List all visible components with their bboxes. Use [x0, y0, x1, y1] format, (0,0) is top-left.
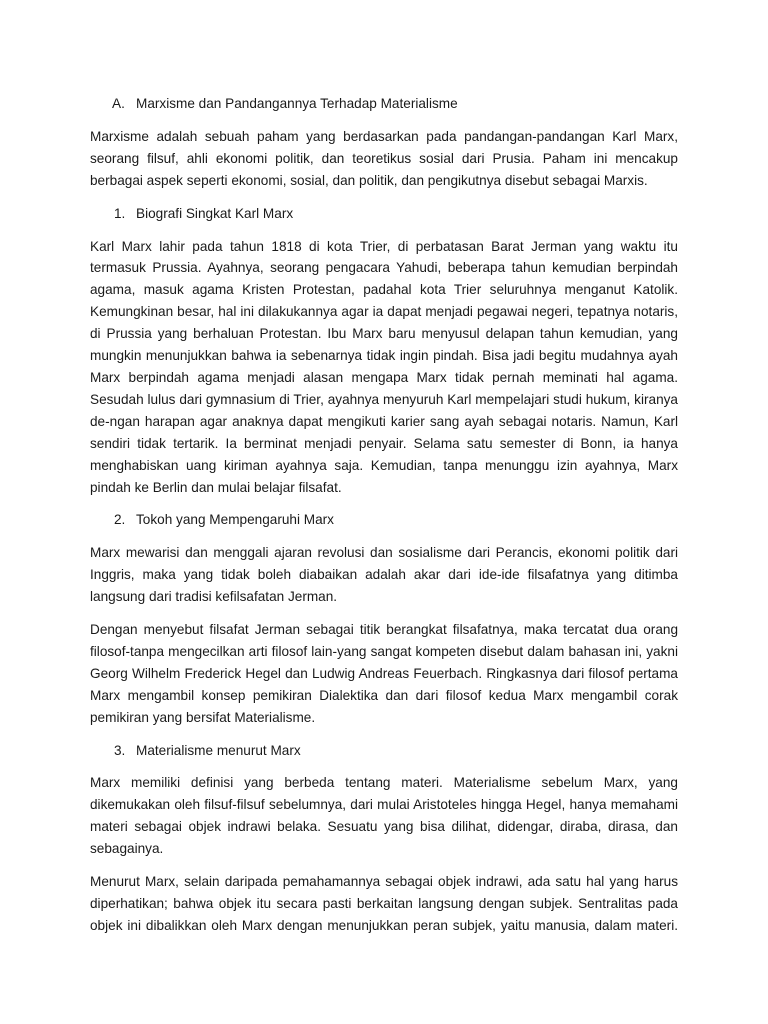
subsection-title: Tokoh yang Mempengaruhi Marx — [136, 512, 334, 528]
section-marker: A. — [112, 96, 125, 111]
paragraph: Marx memiliki definisi yang berbeda tentang materi. Materialisme sebelum Marx, yang dikemukakan oleh filsuf-filsuf sebelumnya, dari mulai Aristoteles hingga Hegel, hanya memahami materi sebagai objek indrawi belaka. Sesuatu yang bisa dilihat, didengar, diraba, dirasa, dan sebagainya. — [90, 775, 678, 857]
document-page — [90, 93, 678, 948]
section-intro-paragraph: Marxisme adalah sebuah paham yang berdasarkan pada pandangan-pandangan Karl Marx, seorang filsuf, ahli ekonomi politik, dan teoretikus sosial dari Prusia. Paham ini mencakup berbagai aspek seperti ekonomi, sosial, dan politik, dan pengikutnya disebut sebagai Marxis. — [90, 128, 678, 188]
subsection-title: Materialisme menurut Marx — [136, 742, 301, 758]
paragraph: Karl Marx lahir pada tahun 1818 di kota Trier, di perbatasan Barat Jerman yang waktu itu termasuk Prussia. Ayahnya, seorang pengacara Yahudi, beberapa tahun kemudian berpindah agama, masuk agama Kristen Protestan, padahal kota Trier seluruhnya menganut Katolik. Kemungkinan besar, hal ini dilakukannya agar ia dapat menjadi pegawai negeri, tepatnya notaris, di Prussia yang berhaluan Protestan. Ibu Marx baru menyusul delapan tahun kemudian, yang mungkin menunjukkan bahwa ia sebenarnya tidak ingin pindah. Bisa jadi begitu mudahnya ayah Marx berpindah agama menjadi alasan mengapa Marx tidak pernah meminati hal agama. Sesudah lulus dari gymnasium di Trier, ayahnya menyuruh Karl mempelajari studi hukum, kiranya de-ngan harapan agar anaknya dapat mengikuti karier sang ayah sebagai notaris. Namun, Karl sendiri tidak tertarik. Ia berminat menjadi penyair. Selama satu semester di Bonn, ia hanya menghabiskan uang kiriman ayahnya saja. Kemudian, tanpa menunggu izin ayahnya, Marx pindah ke Berlin dan mulai belajar filsafat. — [90, 238, 678, 495]
subsection-heading-biografi — [90, 203, 678, 225]
subsection-marker: 2. — [114, 512, 126, 528]
section-title: Marxisme dan Pandangannya Terhadap Materialisme — [136, 96, 458, 111]
subsection-heading-materialisme — [90, 740, 678, 762]
section-heading — [90, 93, 678, 115]
subsection-marker: 1. — [114, 205, 126, 221]
paragraph: Menurut Marx, selain daripada pemahamannya sebagai objek indrawi, ada satu hal yang harus diperhatikan; bahwa objek itu secara pasti berkaitan langsung dengan subjek. Sentralitas pada objek ini dibalikkan oleh Marx dengan menunjukkan peran subjek, yaitu manusia, dalam materi. — [90, 874, 678, 933]
subsection-marker: 3. — [114, 742, 126, 758]
subsection-heading-tokoh — [90, 509, 678, 531]
paragraph: Marx mewarisi dan menggali ajaran revolusi dan sosialisme dari Perancis, ekonomi politik dari Inggris, maka yang tidak boleh diabaikan adalah akar dari ide-ide filsafatnya yang ditimba langsung dari tradisi kefilsafatan Jerman. — [90, 545, 678, 605]
subsection-title: Biografi Singkat Karl Marx — [136, 205, 294, 221]
paragraph: Dengan menyebut filsafat Jerman sebagai titik berangkat filsafatnya, maka tercatat dua orang filosof-tanpa mengecilkan arti filosof lain-yang sangat kompeten disebut dalam bahasan ini, yakni Georg Wilhelm Frederick Hegel dan Ludwig Andreas Feuerbach. Ringkasnya dari filosof pertama Marx mengambil konsep pemikiran Dialektika dan dari filosof kedua Marx mengambil corak pemikiran yang bersifat Materialisme. — [90, 622, 678, 725]
